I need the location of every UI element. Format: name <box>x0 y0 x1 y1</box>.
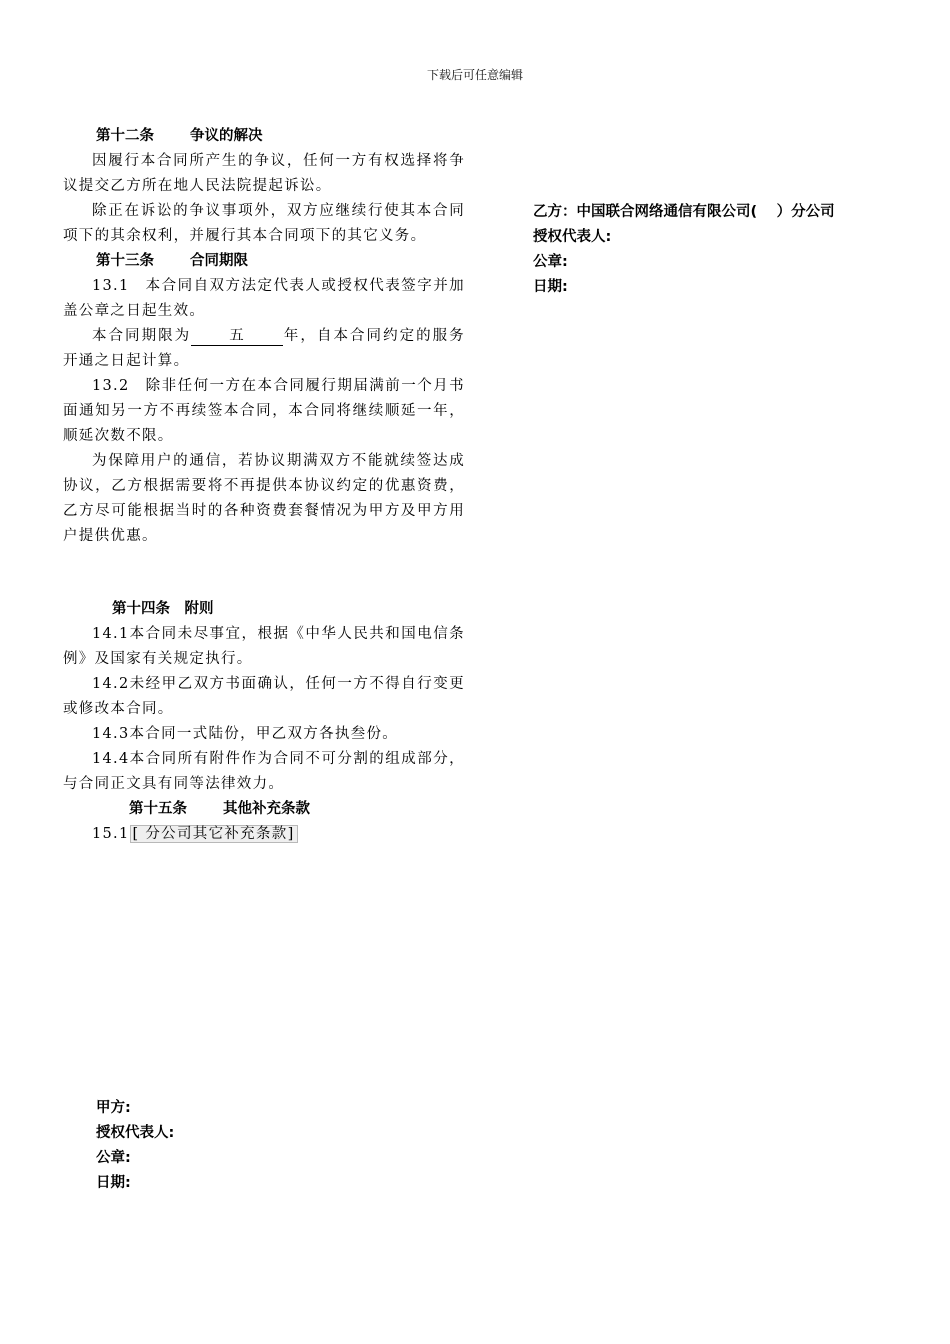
article-12-title: 争议的解决 <box>190 128 263 144</box>
party-a-representative-label: 授权代表人: <box>96 1125 175 1141</box>
article-14-paragraph-2: 14.2未经甲乙双方书面确认，任何一方不得自行变更或修改本合同。 <box>63 676 465 717</box>
party-a-name: 甲方: <box>96 1100 131 1116</box>
article-13-term-paragraph <box>63 324 465 374</box>
term-years-blank: 五 <box>191 327 283 346</box>
article-14-paragraph-3: 14.3本合同一式陆份，甲乙双方各执叁份。 <box>92 726 399 742</box>
party-a-signature-block <box>96 1096 396 1196</box>
contract-body-left-column <box>63 124 465 847</box>
party-a-date-label: 日期: <box>96 1175 131 1191</box>
party-b-seal-label: 公章: <box>533 254 568 270</box>
article-13-heading <box>63 249 465 274</box>
party-a-seal-label: 公章: <box>96 1150 131 1166</box>
article-15-paragraph-1 <box>63 822 465 847</box>
article-13-number: 第十三条 <box>96 253 154 269</box>
party-b-name: 乙方：中国联合网络通信有限公司( ）分公司 <box>533 204 835 220</box>
article-14-paragraph-1: 14.1本合同未尽事宜，根据《中华人民共和国电信条例》及国家有关规定执行。 <box>63 626 465 667</box>
page-header-note: 下载后可任意编辑 <box>426 68 523 82</box>
term-text-after: 年，自本合同约定的服务开通之日起计算。 <box>63 328 465 369</box>
article-14-paragraph-4: 14.4本合同所有附件作为合同不可分割的组成部分，与合同正文具有同等法律效力。 <box>63 751 465 792</box>
article-15-clause-number: 15.1 <box>92 826 130 842</box>
article-15-number: 第十五条 <box>129 801 187 817</box>
supplementary-terms-field[interactable]: [ 分公司其它补充条款] <box>130 825 298 843</box>
article-15-title: 其他补充条款 <box>223 801 310 817</box>
article-12-paragraph-2: 除正在诉讼的争议事项外，双方应继续行使其本合同项下的其余权利，并履行其本合同项下的其它义务。 <box>63 203 465 244</box>
party-b-date-label: 日期: <box>533 279 568 295</box>
party-b-representative-label: 授权代表人: <box>533 229 612 245</box>
article-13-paragraph-1: 13.1 本合同自双方法定代表人或授权代表签字并加盖公章之日起生效。 <box>63 278 465 319</box>
term-text-before: 本合同期限为 <box>92 328 192 344</box>
article-13-paragraph-3: 13.2 除非任何一方在本合同履行期届满前一个月书面通知另一方不再续签本合同，本合同将继续顺延一年，顺延次数不限。 <box>63 378 465 444</box>
party-b-signature-block <box>533 200 933 300</box>
article-12-heading <box>63 124 465 149</box>
article-14-heading: 第十四条 附则 <box>112 601 214 617</box>
article-12-paragraph-1: 因履行本合同所产生的争议，任何一方有权选择将争议提交乙方所在地人民法院提起诉讼。 <box>63 153 465 194</box>
article-12-number: 第十二条 <box>96 128 154 144</box>
article-13-paragraph-4: 为保障用户的通信，若协议期满双方不能就续签达成协议，乙方根据需要将不再提供本协议约定的优惠资费，乙方尽可能根据当时的各种资费套餐情况为甲方及甲方用户提供优惠。 <box>63 453 465 544</box>
article-13-title: 合同期限 <box>190 253 248 269</box>
article-15-heading <box>63 797 465 822</box>
